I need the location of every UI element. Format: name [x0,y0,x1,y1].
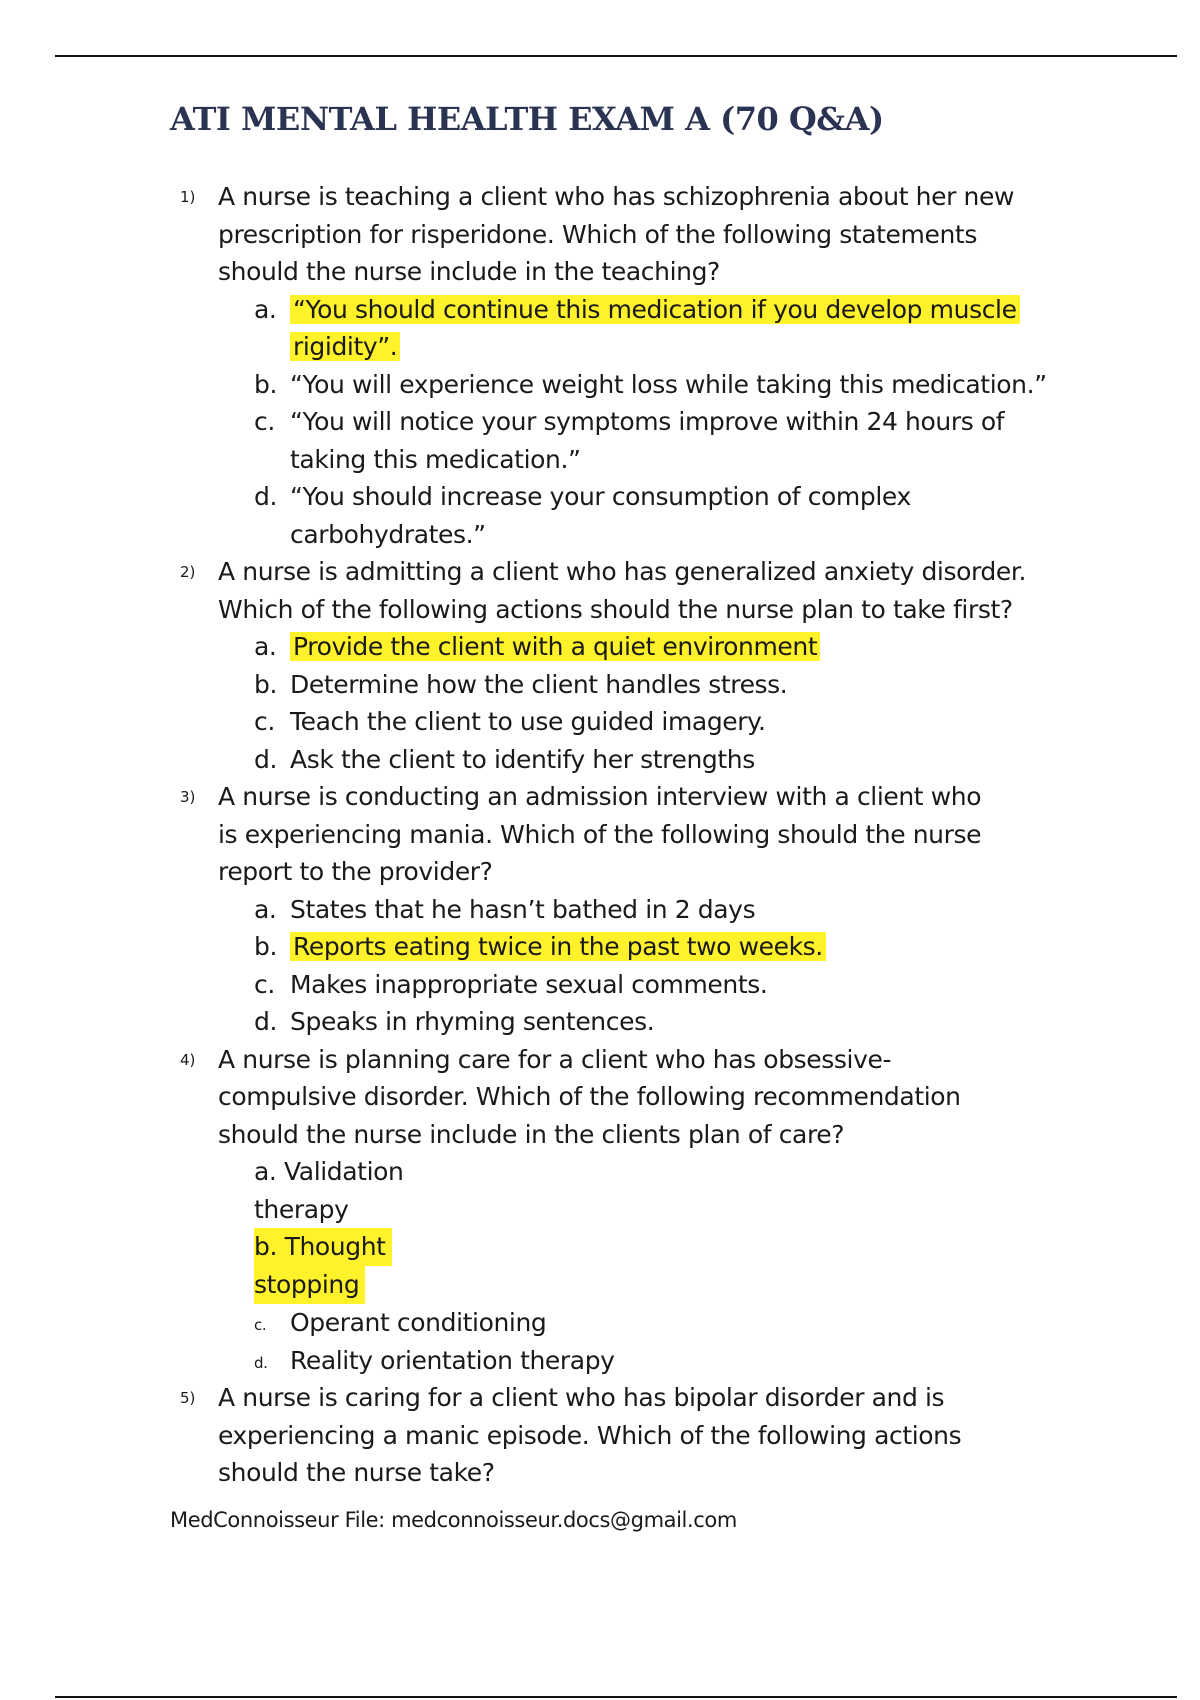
option-text-line: Determine how the client handles stress. [290,669,788,699]
question-number: 1) [180,188,196,206]
option-text-line: States that he hasn’t bathed in 2 days [290,894,756,924]
document-title: ATI MENTAL HEALTH EXAM A (70 Q&A) [170,100,884,138]
option-text-line: taking this medication.” [290,444,581,474]
option-text-line: “You should continue this medication if you develop muscle [290,295,1020,324]
option-text-line: Operant conditioning [290,1308,547,1337]
answer-option-d [254,1342,1130,1380]
option-text-line: stopping [254,1266,365,1304]
option-letter: c. [254,707,275,736]
option-letter: c. [254,969,275,999]
option-text-line: Reports eating twice in the past two weeks. [290,932,826,961]
question-text-line: A nurse is teaching a client who has schizophrenia about her new [218,182,1014,211]
page-footer: MedConnoisseur File: medconnoisseur.docs@gmail.com [170,1508,737,1532]
answer-option-b [254,366,1130,404]
option-text-line: Provide the client with a quiet environment [290,632,820,661]
answer-option-b [254,666,1130,704]
answer-option-b [254,928,1130,966]
question-text-line: A nurse is admitting a client who has generalized anxiety disorder. [218,557,1027,586]
option-text-line: Validation [284,1157,404,1186]
question-text-line: experiencing a manic episode. Which of the following actions [218,1420,962,1450]
option-text-line: carbohydrates.” [290,519,486,549]
question-text-line: should the nurse include in the clients plan of care? [218,1119,845,1149]
question-2 [170,553,1130,778]
option-text-line: Makes inappropriate sexual comments. [290,969,768,999]
option-letter: d. [254,744,278,774]
answer-option-d [254,741,1130,779]
option-text-line: Thought [284,1232,386,1261]
option-text-line: rigidity”. [290,332,400,361]
option-letter: d. [254,1007,278,1036]
option-letter: a. [254,632,277,661]
answer-option-c [254,403,1130,478]
answer-option-a [254,1153,1130,1228]
option-letter: b. [254,1232,278,1261]
answer-options [218,628,1130,778]
option-text-line: Reality orientation therapy [290,1345,615,1375]
option-letter: b. [254,369,278,399]
option-text-line: “You will experience weight loss while taking this medication.” [290,369,1047,399]
question-number: 4) [180,1050,196,1069]
bottom-rule [55,1696,1177,1698]
question-5 [170,1379,1130,1492]
answer-option-a [254,628,1130,666]
question-text-line: A nurse is caring for a client who has bipolar disorder and is [218,1383,945,1412]
option-letter: c. [254,1316,267,1334]
highlighted-answer [254,1228,392,1266]
question-number: 5) [180,1389,196,1407]
option-letter: a. [254,294,277,324]
answer-option-c [254,966,1130,1004]
option-text-line: “You should increase your consumption of complex [290,482,911,511]
option-text-line: Speaks in rhyming sentences. [290,1007,655,1036]
question-text-line: compulsive disorder. Which of the following recommendation [218,1082,961,1111]
answer-option-b [254,1228,1130,1304]
answer-options [218,291,1130,554]
answer-option-a [254,891,1130,929]
question-1 [170,178,1130,553]
question-4 [170,1041,1130,1380]
answer-option-c [254,703,1130,741]
answer-option-a [254,291,1130,366]
option-letter: d. [254,482,278,511]
answer-option-d [254,478,1130,553]
question-text-line: should the nurse include in the teaching? [218,257,720,286]
option-letter: d. [254,1353,268,1372]
option-letter: c. [254,407,275,436]
question-text-line: A nurse is planning care for a client who has obsessive- [218,1044,892,1074]
option-text-line: “You will notice your symptoms improve within 24 hours of [290,407,1005,436]
question-number: 3) [180,788,196,806]
option-letter: b. [254,932,278,961]
question-text-line: Which of the following actions should the nurse plan to take first? [218,594,1013,624]
question-text-line: report to the provider? [218,857,493,886]
answer-option-c [254,1304,1130,1342]
answer-option-d [254,1003,1130,1041]
question-text-line: is experiencing mania. Which of the following should the nurse [218,819,982,849]
question-text-line: prescription for risperidone. Which of the following statements [218,219,977,249]
answer-options [218,891,1130,1041]
question-list [170,178,1130,1492]
question-text-line: should the nurse take? [218,1458,495,1487]
question-3 [170,778,1130,1041]
option-letter: b. [254,669,278,699]
answer-options [218,1153,1130,1379]
option-letter: a. [254,894,277,924]
top-rule [55,55,1177,57]
option-text-line: Ask the client to identify her strengths [290,744,755,774]
question-text-line: A nurse is conducting an admission interview with a client who [218,782,982,811]
option-letter: a. [254,1157,277,1186]
question-number: 2) [180,563,196,581]
option-text-line: Teach the client to use guided imagery. [290,707,766,736]
option-text-line: therapy [254,1194,349,1224]
